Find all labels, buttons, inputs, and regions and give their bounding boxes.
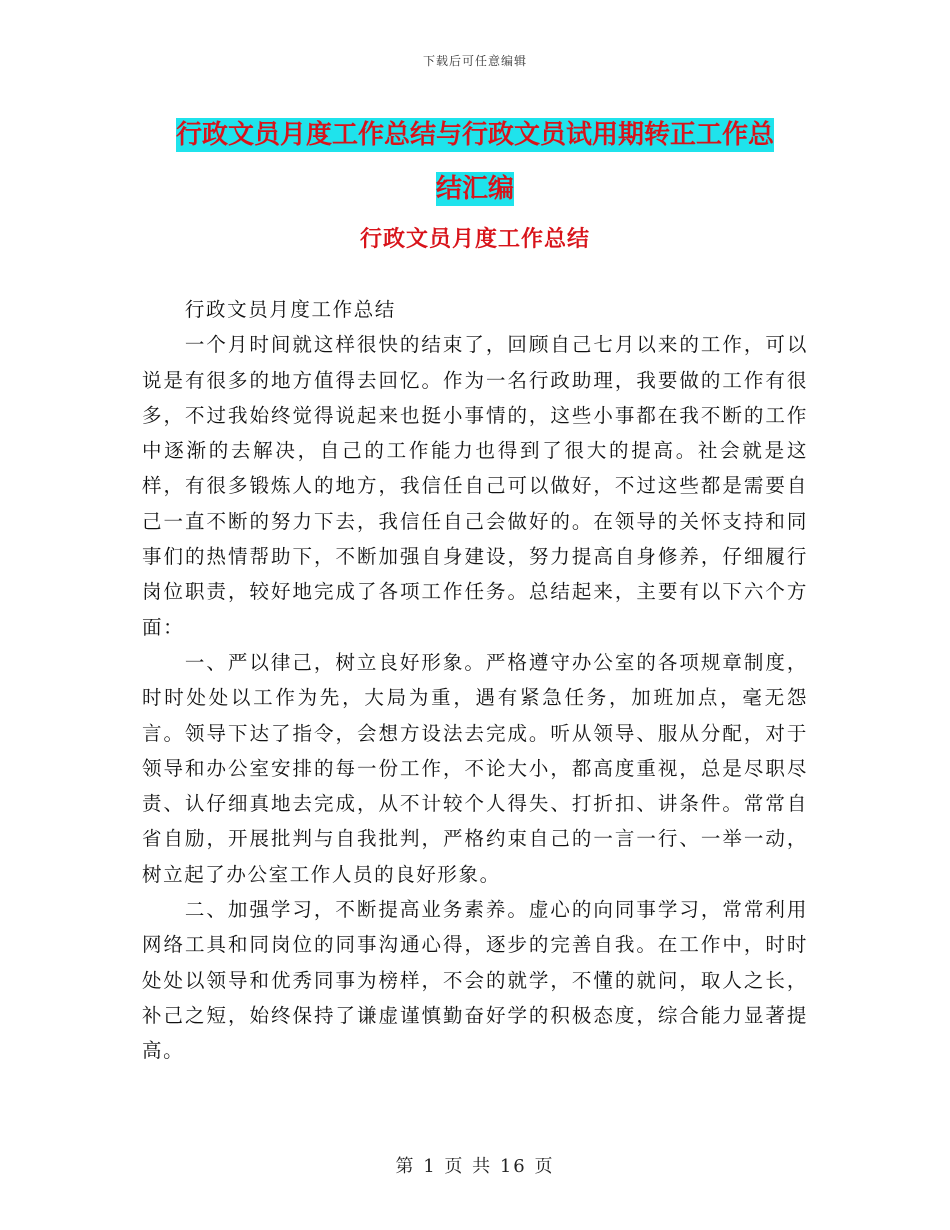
paragraph-point-one: 一、严以律己，树立良好形象。严格遵守办公室的各项规章制度，时时处处以工作为先，大局为重，遇有紧急任务，加班加点，毫无怨言。领导下达了指令，会想方设法去完成。听从领导、服从分配，对于领导和办公室安排的每一份工作，不论大小，都高度重视，总是尽职尽责、认仔细真地去完成，从不计较个人得失、打折扣、讲条件。常常自省自励，开展批判与自我批判，严格约束自己的一言一行、一举一动，树立起了办公室工作人员的良好形象。	[142, 650, 808, 886]
paragraph-intro: 一个月时间就这样很快的结束了，回顾自己七月以来的工作，可以说是有很多的地方值得去回忆。作为一名行政助理，我要做的工作有很多，不过我始终觉得说起来也挺小事情的，这些小事都在我不断的工作中逐渐的去解决，自己的工作能力也得到了很大的提高。社会就是这样，有很多锻炼人的地方，我信任自己可以做好，不过这些都是需要自己一直不断的努力下去，我信任自己会做好的。在领导的关怀支持和同事们的热情帮助下，不断加强自身建设，努力提高自身修养，仔细履行岗位职责，较好地完成了各项工作任务。总结起来，主要有以下六个方面：	[142, 333, 808, 639]
document-body	[142, 292, 808, 1069]
document-title-line1: 行政文员月度工作总结与行政文员试用期转正工作总	[175, 120, 774, 150]
page-number-footer: 第 1 页 共 16 页	[395, 1156, 555, 1177]
section-title: 行政文员月度工作总结	[359, 227, 590, 252]
document-title	[145, 108, 805, 216]
document-title-line2: 结汇编	[435, 174, 514, 204]
paragraph-subtitle: 行政文员月度工作总结	[184, 298, 396, 321]
paragraph-point-two: 二、加强学习，不断提高业务素养。虚心的向同事学习，常常利用网络工具和同岗位的同事沟通心得，逐步的完善自我。在工作中，时时处处以领导和优秀同事为榜样，不会的就学，不懂的就问，取人之长，补己之短，始终保持了谦虚谨慎勤奋好学的积极态度，综合能力显著提高。	[142, 898, 808, 1063]
page-header-note: 下载后可任意编辑	[422, 54, 527, 68]
